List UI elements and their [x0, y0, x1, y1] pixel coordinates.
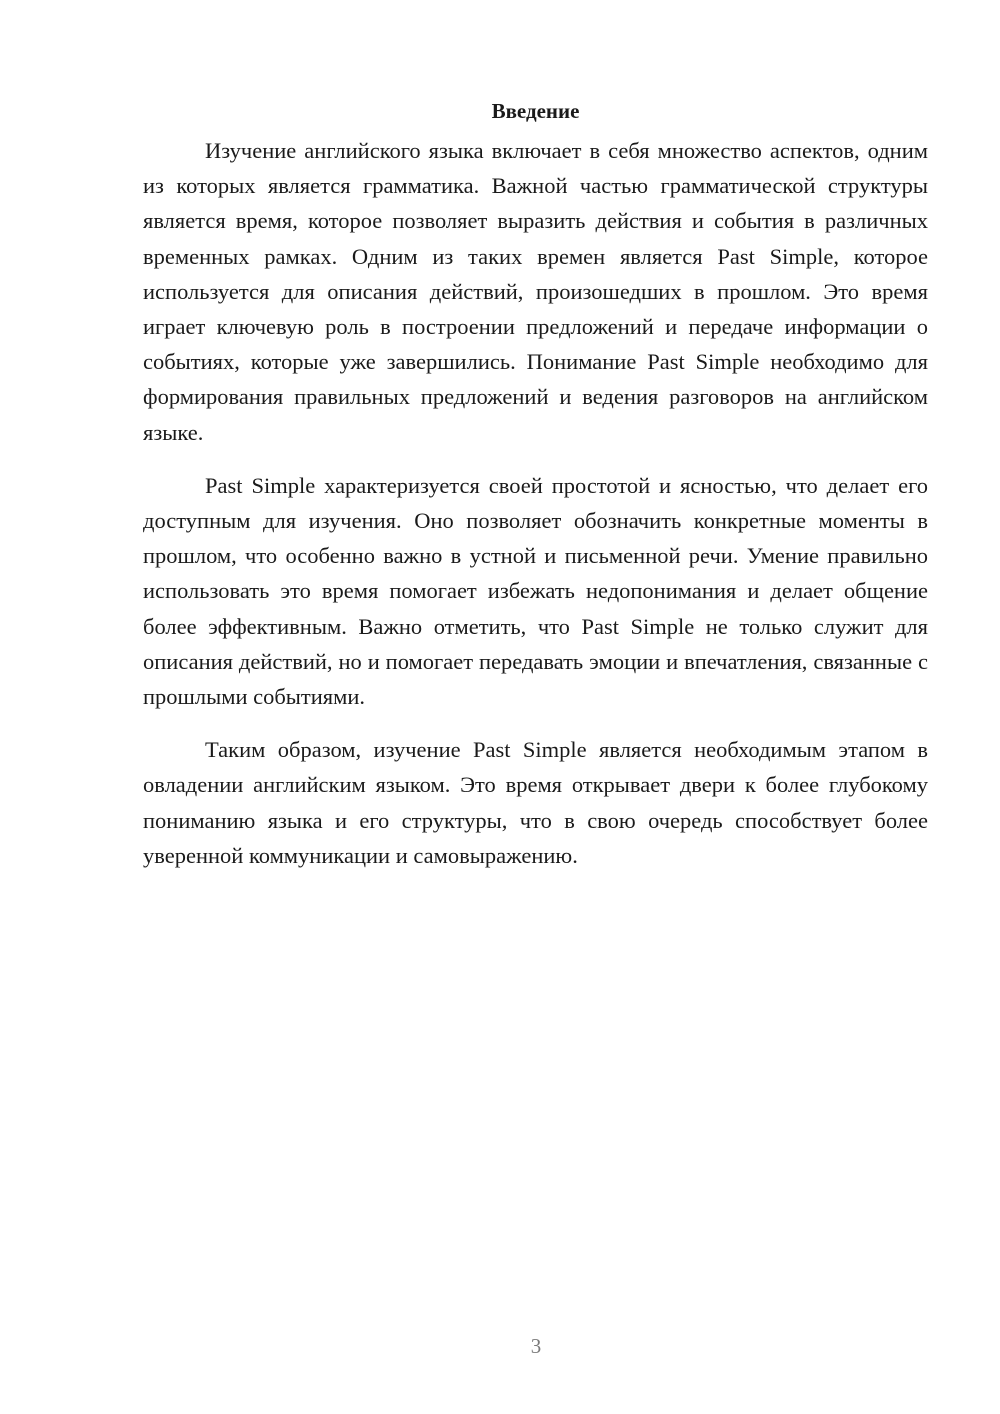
- page-content: [143, 97, 928, 891]
- paragraph-2: Past Simple характеризуется своей простотой и ясностью, что делает его доступным для изучения. Оно позволяет обозначить конкретные моменты в прошлом, что особенно важно в устной и письменной речи. Умение правильно использовать это время помогает избежать недопонимания и делает общение более эффективным. Важно отметить, что Past Simple не только служит для описания действий, но и помогает передавать эмоции и впечатления, связанные с прошлыми событиями.: [143, 472, 928, 710]
- paragraph-1: Изучение английского языка включает в себя множество аспектов, одним из которых является грамматика. Важной частью грамматической структуры является время, которое позволяет выразить действия и события в различных временных рамках. Одним из таких времен является Past Simple, которое используется для описания действий, произошедших в прошлом. Это время играет ключевую роль в построении предложений и передаче информации о событиях, которые уже завершились. Понимание Past Simple необходимо для формирования правильных предложений и ведения разговоров на английском языке.: [143, 138, 928, 445]
- paragraph-3: Таким образом, изучение Past Simple является необходимым этапом в овладении английским языком. Это время открывает двери к более глубокому пониманию языка и его структуры, что в свою очередь способствует более уверенной коммуникации и самовыражению.: [143, 737, 928, 868]
- page-number: 3: [530, 1334, 542, 1358]
- section-title: Введение: [491, 99, 580, 123]
